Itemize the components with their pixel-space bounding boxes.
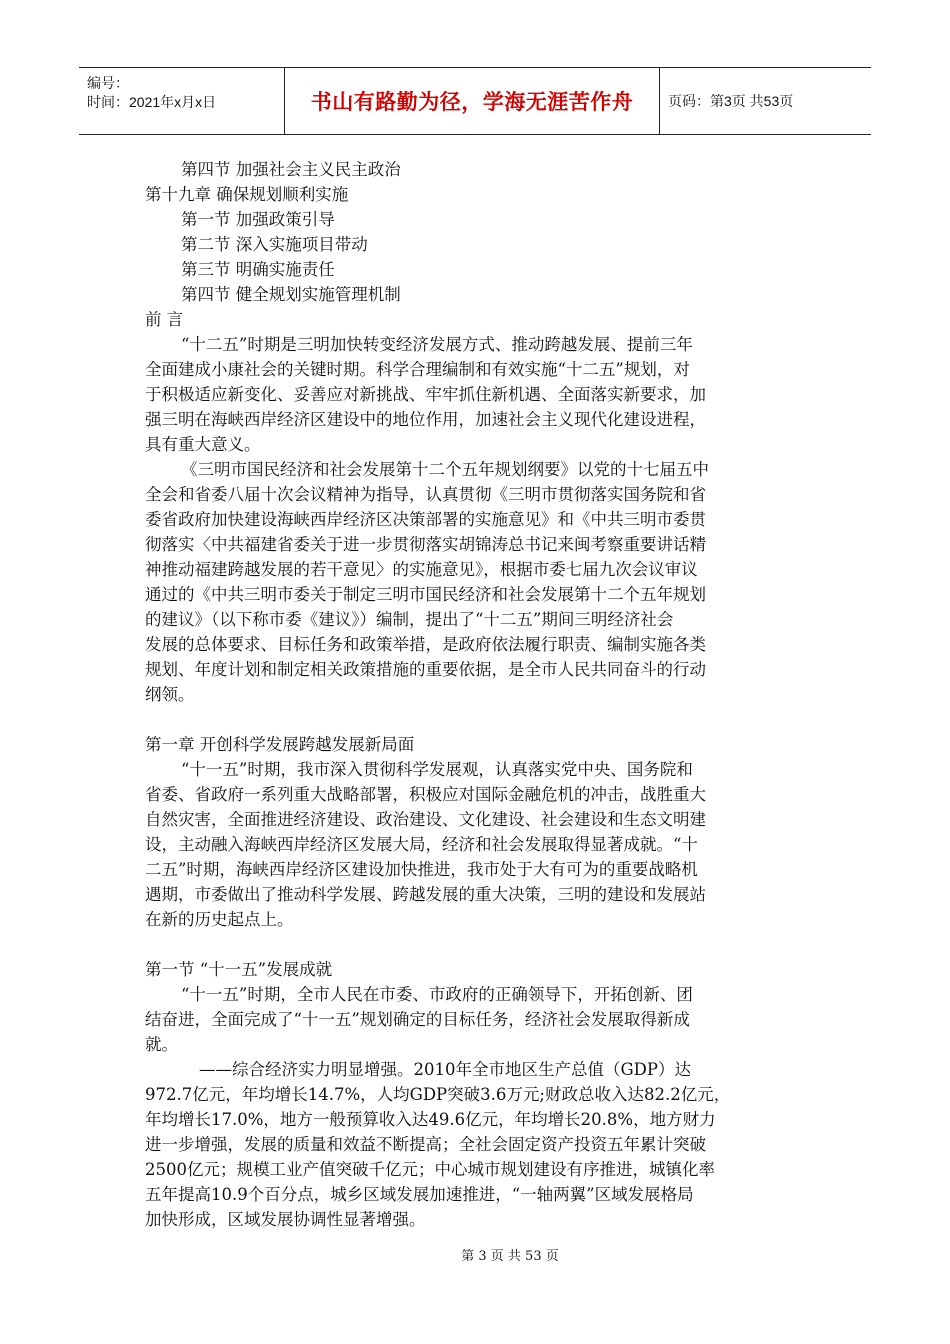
page-footer: 第 3 页 共 53 页 xyxy=(461,1249,559,1264)
header-meta xyxy=(79,68,284,134)
preface-paragraph: 《三明市国民经济和社会发展第十二个五年规划纲要》以党的十七届五中 全会和省委八届十次会议精神为指导，认真贯彻《三明市贯彻落实国务院和省 委省政府加快建设海峡西岸经济区决策部署的实施意见》和《中共三明市委贯 彻落实〈中共福建省委关于进一步贯彻落实胡锦涛总书记来闽考察重要讲话精 神推动福建跨越发展的若干意见〉的实施意见》，根据市委七届九次会议审议 通过的《中共三明市委关于制定三明市国民经济和社会发展第十二个五年规划 的建议》（以下称市委《建议》）编制，提出了“十二五”期间三明经济社会 发展的总体要求、目标任务和政策举措，是政府依法履行职责、编制实施各类 规划、年度计划和制定相关政策措施的重要依据，是全市人民共同奋斗的行动 纲领。 xyxy=(145,460,709,704)
chapter-paragraph: “十一五”时期，我市深入贯彻科学发展观，认真落实党中央、国务院和 省委、省政府一系列重大战略部署，积极应对国际金融危机的冲击，战胜重大 自然灾害，全面推进经济建设、政治建设、文化建设、社会建设和生态文明建 设，主动融入海峡西岸经济区发展大局，经济和社会发展取得显著成就。“十 二五”时期，海峡西岸经济区建设加快推进，我市处于大有可为的重要战略机 遇期，市委做出了推动科学发展、跨越发展的重大决策，三明的建设和发展站 在新的历史起点上。 xyxy=(145,760,706,929)
header-page-number: 页码：第3页 共53页 xyxy=(668,93,794,109)
page-header xyxy=(79,67,871,135)
toc-entry: 第四节 健全规划实施管理机制 xyxy=(181,285,401,304)
header-number: 编号： xyxy=(87,75,129,91)
toc-entry: 第三节 明确实施责任 xyxy=(181,260,335,279)
header-time: 时间：2021年x月x日 xyxy=(87,94,217,110)
toc-entry: 第十九章 确保规划顺利实施 xyxy=(145,185,349,204)
preface-heading: 前 言 xyxy=(145,310,184,329)
document-body xyxy=(145,157,805,1232)
toc-entry: 第四节 加强社会主义民主政治 xyxy=(181,160,401,179)
achievement-item: ——综合经济实力明显增强。2010年全市地区生产总值（GDP）达 972.7亿元，年均增长14.7%，人均GDP突破3.6万元;财政总收入达82.2亿元， 年均增长17.0%，地方一般预算收入达49.6亿元，年均增长20.8%，地方财力 进一步增强，发展的质量和效益不断提高；全社会固定资产投资五年累计突破 2500亿元；规模工业产值突破千亿元；中心城市规划建设有序推进，城镇化率 五年提高10.9个百分点，城乡区域发展加速推进，“一轴两翼”区域发展格局 加快形成，区域发展协调性显著增强。 xyxy=(145,1060,731,1229)
section-paragraph: “十一五”时期，全市人民在市委、市政府的正确领导下，开拓创新、团 结奋进，全面完成了“十一五”规划确定的目标任务，经济社会发展取得新成 就。 xyxy=(145,985,693,1054)
preface-paragraph: “十二五”时期是三明加快转变经济发展方式、推动跨越发展、提前三年 全面建成小康社会的关键时期。科学合理编制和有效实施“十二五”规划，对 于积极适应新变化、妥善应对新挑战、牢牢抓住新机遇、全面落实新要求，加 强三明在海峡西岸经济区建设中的地位作用，加速社会主义现代化建设进程， 具有重大意义。 xyxy=(145,335,706,454)
chapter-heading: 第一章 开创科学发展跨越发展新局面 xyxy=(145,735,415,754)
toc-entry: 第二节 深入实施项目带动 xyxy=(181,235,368,254)
section-heading: 第一节 “十一五”发展成就 xyxy=(145,960,333,979)
toc-entry: 第一节 加强政策引导 xyxy=(181,210,335,229)
header-motto: 书山有路勤为径，学海无涯苦作舟 xyxy=(284,68,660,134)
